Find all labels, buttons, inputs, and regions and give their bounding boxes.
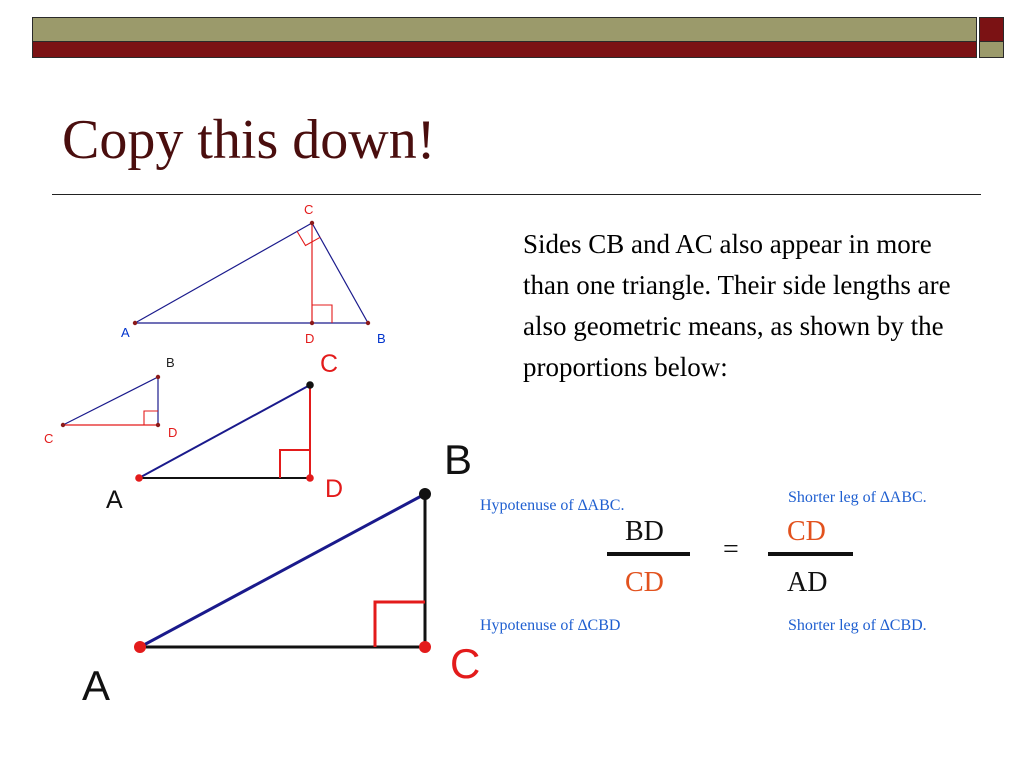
top-label-b: B: [377, 331, 386, 346]
right-numerator: CD: [787, 516, 826, 547]
big-label-a: A: [82, 662, 111, 709]
small-label-d: D: [325, 475, 344, 503]
top-label-a: A: [121, 325, 130, 340]
top-label-d: D: [305, 331, 315, 346]
body-text: Sides CB and AC also appear in more than one triangle. Their side lengths are also geometric means, as shown by the proportions below:: [523, 229, 951, 382]
right-denominator: AD: [787, 567, 828, 598]
mid-label-c: C: [44, 431, 54, 446]
small-label-c: C: [320, 350, 339, 378]
right-top-note: Shorter leg of ∆ABC.: [788, 489, 927, 506]
left-bottom-note: Hypotenuse of ∆CBD: [480, 617, 621, 634]
slide-title: Copy this down!: [62, 109, 436, 171]
left-numerator: BD: [625, 516, 664, 547]
top-triangle: [121, 202, 386, 346]
big-label-b: B: [444, 436, 473, 483]
left-denominator: CD: [625, 567, 664, 598]
mid-label-b: B: [166, 355, 175, 370]
small-right-triangle: [106, 350, 343, 514]
middle-triangle: [44, 355, 177, 446]
small-label-a: A: [106, 486, 123, 514]
mid-label-d: D: [168, 425, 178, 440]
top-label-c: C: [304, 202, 314, 217]
proportion: [480, 489, 927, 634]
big-label-c: C: [450, 640, 481, 687]
equals-sign: =: [723, 534, 739, 565]
left-top-note: Hypotenuse of ∆ABC.: [480, 497, 625, 514]
right-bottom-note: Shorter leg of ∆CBD.: [788, 617, 927, 634]
